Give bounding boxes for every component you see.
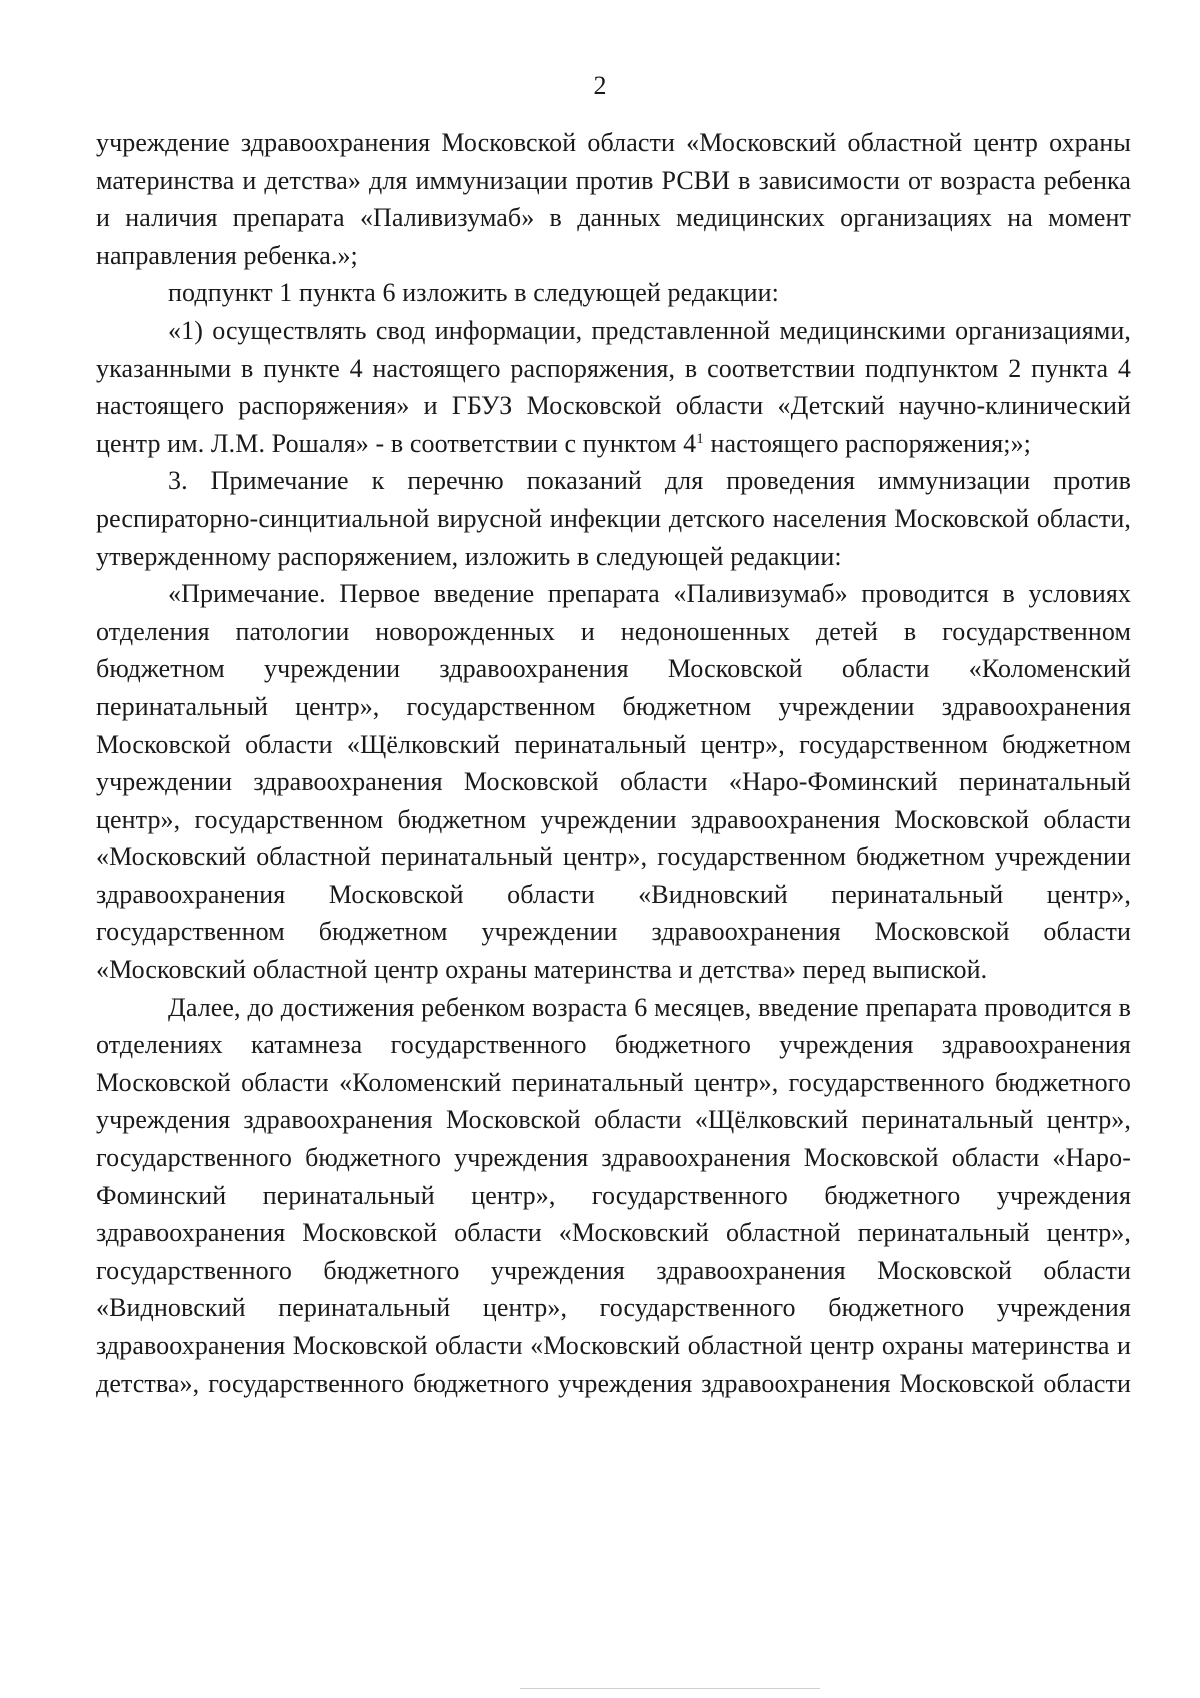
paragraph-subclause-instruction: подпункт 1 пункта 6 изложить в следующей редакции: [168, 278, 779, 308]
paragraph-subclause-1 [96, 312, 1131, 462]
paragraph-item-3: 3. Примечание к перечню показаний для проведения иммунизации против респираторно-синцитиальной вирусной инфекции детского населения Московской области, утвержденному распоряжением, изложить в следующей редакции: [96, 466, 1131, 571]
paragraph-further: Далее, до достижения ребенком возраста 6 месяцев, введение препарата проводится в отделениях катамнеза государственного бюджетного учреждения здравоохранения Московской области «Коломенский перинатальный центр», государственного бюджетного учреждения здравоохранения Московской области «Щёлковский перинатальный центр», государственного бюджетного учреждения здравоохранения Московской области «Наро-Фоминский перинатальный центр», государственного бюджетного учреждения здравоохранения Московской области «Московский областной перинатальный центр», государственного бюджетного учреждения здравоохранения Московской области «Видновский перинатальный центр», государственного бюджетного учреждения здравоохранения Московской области «Московский областной центр охраны материнства и детства», государственного бюджетного учреждения здравоохранения Московской области [96, 992, 1131, 1398]
bottom-edge-line [520, 1688, 820, 1689]
paragraph-note: «Примечание. Первое введение препарата «Паливизумаб» проводится в условиях отделения патологии новорожденных и недоношенных детей в государственном бюджетном учреждении здравоохранения Московской области «Коломенский перинатальный центр», государственном бюджетном учреждении здравоохранения Московской области «Щёлковский перинатальный центр», государственном бюджетном учреждении здравоохранения Московской области «Наро-Фоминский перинатальный центр», государственном бюджетном учреждении здравоохранения Московской области «Московский областной перинатальный центр», государственном бюджетном учреждении здравоохранения Московской области «Видновский перинатальный центр», государственном бюджетном учреждении здравоохранения Московской области «Московский областной центр охраны материнства и детства» перед выпиской. [96, 579, 1131, 985]
paragraph-continuation: учреждение здравоохранения Московской области «Московский областной центр охраны материнства и детства» для иммунизации против РСВИ в зависимости от возраста ребенка и наличия препарата «Паливизумаб» в данных медицинских организациях на момент направления ребенка.»; [96, 128, 1131, 270]
paragraph-subclause-1-text: «1) осуществлять свод информации, представленной медицинскими организациями, указанными в пункте 4 настоящего распоряжения, в соответствии подпунктом 2 пункта 4 настоящего распоряжения» и ГБУЗ Московской области «Детский научно-клинический центр им. Л.М. Рошаля» - в соответствии с пунктом 4 [96, 315, 1131, 458]
paragraph-subclause-1-tail: настоящего распоряжения;»; [703, 428, 1031, 458]
superscript-index: 1 [696, 430, 704, 447]
document-body [96, 124, 1131, 1402]
page-number: 2 [593, 71, 607, 100]
